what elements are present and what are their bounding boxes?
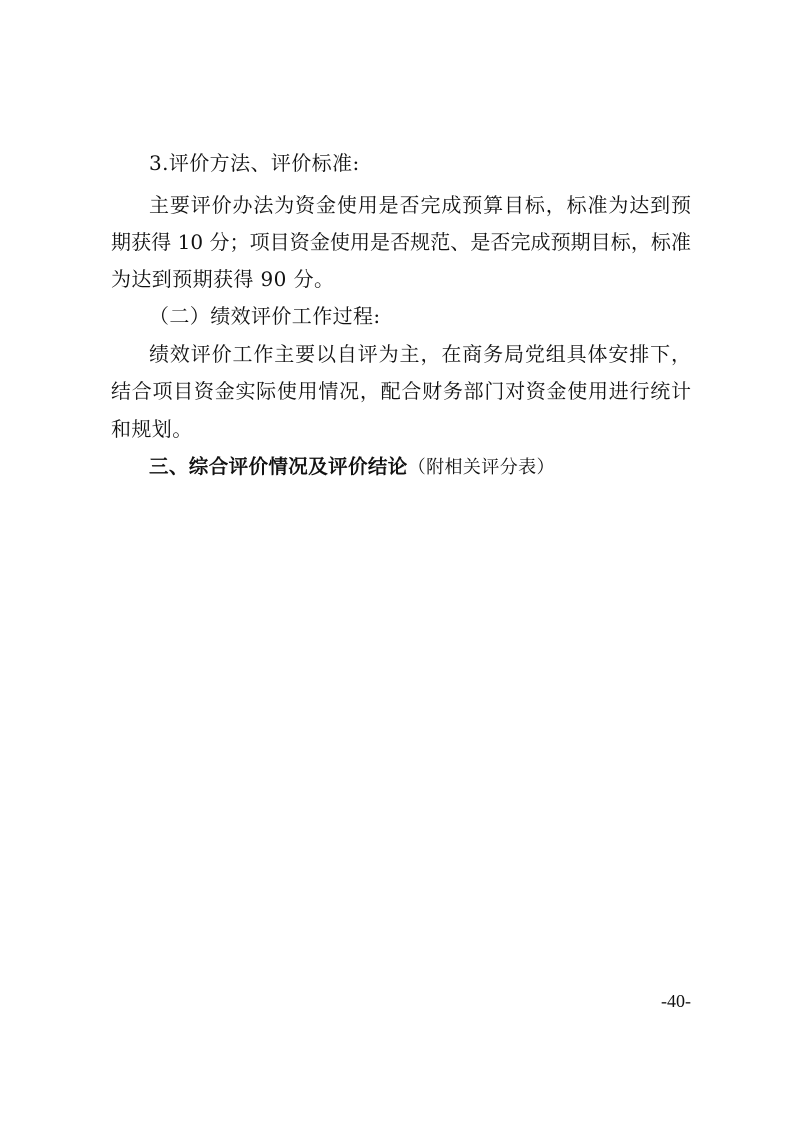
section-three-title: 三、综合评价情况及评价结论 (149, 455, 408, 478)
page-number: -40- (661, 991, 691, 1011)
process-paragraph-line: 和规划。 (111, 417, 193, 441)
method-paragraph-line: 为达到预期获得 90 分。 (111, 267, 335, 291)
method-paragraph-line: 主要评价办法为资金使用是否完成预算目标，标准为达到预 (149, 193, 691, 217)
process-heading: （二）绩效评价工作过程: (149, 304, 381, 328)
method-heading: 3.评价方法、评价标准: (149, 151, 360, 175)
process-paragraph-line: 绩效评价工作主要以自评为主，在商务局党组具体安排下， (149, 342, 691, 366)
section-three-heading (149, 446, 691, 488)
section-three-note: （附相关评分表） (407, 457, 555, 478)
process-paragraph-line: 结合项目资金实际使用情况，配合财务部门对资金使用进行统计 (111, 379, 691, 403)
method-paragraph-line: 期获得 10 分；项目资金使用是否规范、是否完成预期目标，标准 (111, 230, 691, 254)
